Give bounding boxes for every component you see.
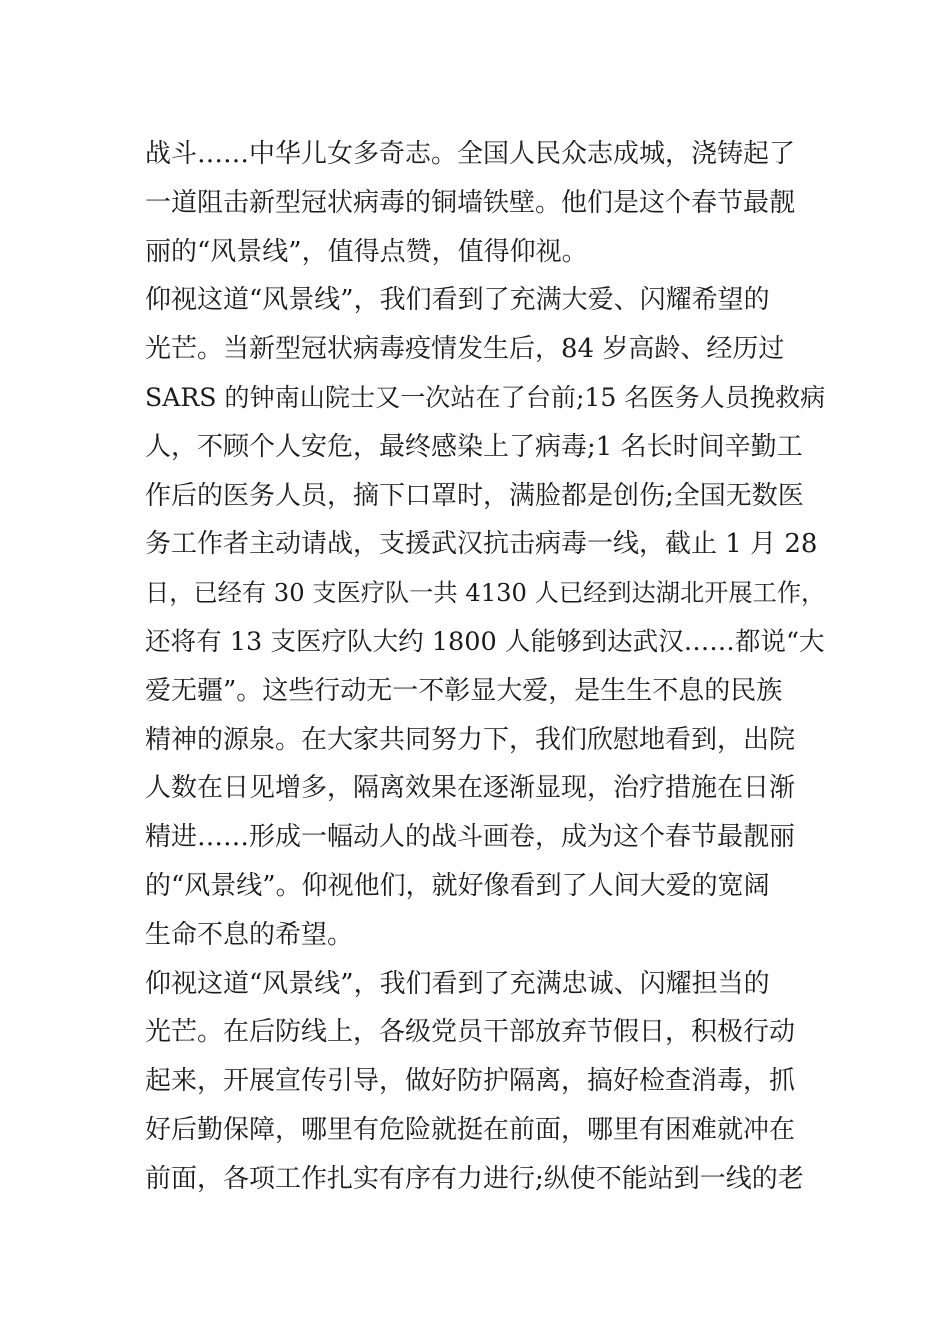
text-line: 战斗……中华儿女多奇志。全国人民众志成城，浇铸起了 xyxy=(145,139,796,169)
text-line: 务工作者主动请战，支援武汉抗击病毒一线，截止 1 月 28 xyxy=(145,529,818,560)
text-line: 好后勤保障，哪里有危险就挺在前面，哪里有困难就冲在 xyxy=(145,1114,796,1145)
text-line: 仰视这道“风景线”，我们看到了充满忠诚、闪耀担当的 xyxy=(145,968,770,999)
text-line: 起来，开展宣传引导，做好防护隔离，搞好检查消毒，抓 xyxy=(145,1066,796,1097)
text-line: SARS 的钟南山院士又一次站在了台前;15 名医务人员挽救病 xyxy=(145,382,826,412)
text-line: 作后的医务人员，摘下口罩时，满脸都是创伤;全国无数医 xyxy=(145,480,804,511)
text-line: 光芒。在后防线上，各级党员干部放弃节假日，积极行动 xyxy=(145,1017,796,1048)
body-text xyxy=(145,130,826,1204)
text-line: 还将有 13 支医疗队大约 1800 人能够到达武汉……都说“大 xyxy=(145,626,825,657)
text-line: 人数在日见增多，隔离效果在逐渐显现，治疗措施在日渐 xyxy=(145,773,796,804)
text-line: 精神的源泉。在大家共同努力下，我们欣慰地看到，出院 xyxy=(145,724,796,755)
text-line: 人，不顾个人安危，最终感染上了病毒;1 名长时间辛勤工 xyxy=(145,431,803,462)
text-line: 仰视这道“风景线”，我们看到了充满大爱、闪耀希望的 xyxy=(145,285,770,316)
text-line: 精进……形成一幅动人的战斗画卷，成为这个春节最靓丽 xyxy=(145,822,796,853)
text-line: 一道阻击新型冠状病毒的铜墙铁壁。他们是这个春节最靓 xyxy=(145,187,796,218)
text-line: 日，已经有 30 支医疗队一共 4130 人已经到达湖北开展工作， xyxy=(145,579,826,608)
text-line: 前面，各项工作扎实有序有力进行;纵使不能站到一线的老 xyxy=(145,1163,804,1194)
text-line: 光芒。当新型冠状病毒疫情发生后，84 岁高龄、经历过 xyxy=(145,334,785,365)
text-line: 的“风景线”。仰视他们，就好像看到了人间大爱的宽阔 xyxy=(145,870,770,901)
text-line: 生命不息的希望。 xyxy=(145,919,354,950)
text-line: 丽的“风景线”，值得点赞，值得仰视。 xyxy=(145,236,588,267)
text-line: 爱无疆”。这些行动无一不彰显大爱，是生生不息的民族 xyxy=(145,675,783,706)
